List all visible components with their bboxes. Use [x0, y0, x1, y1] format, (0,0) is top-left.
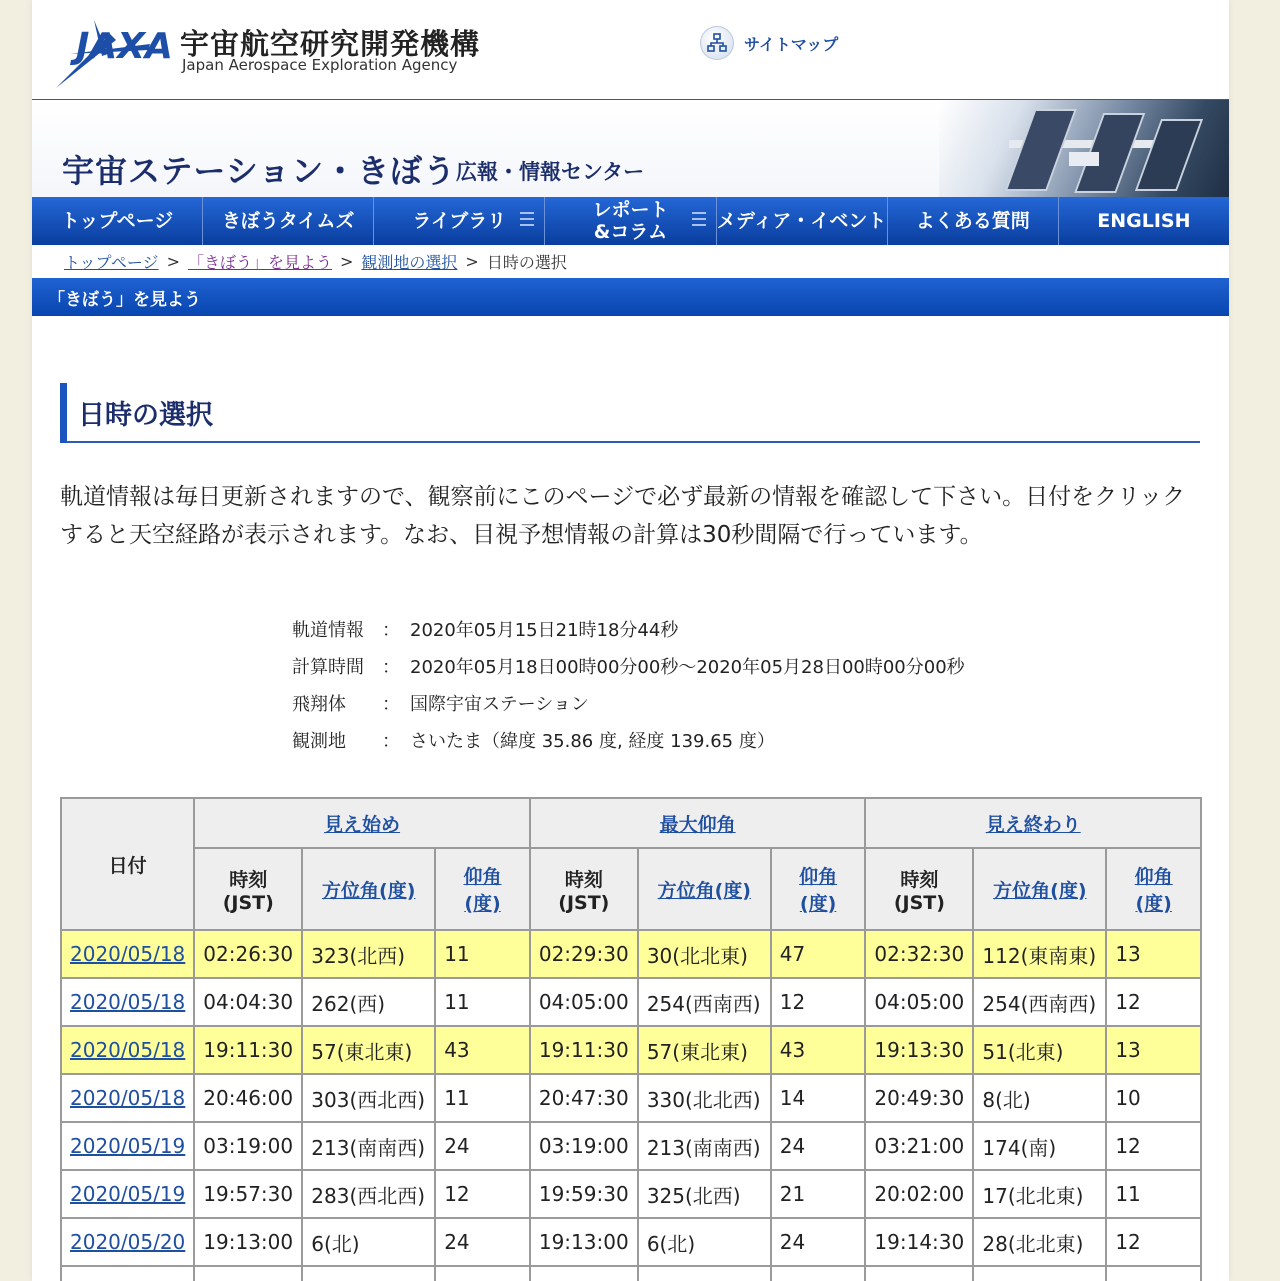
- col-azimuth-header: [638, 848, 771, 930]
- sort-end-link[interactable]: 見え終わり: [985, 813, 1081, 836]
- elev-unit: (度): [464, 893, 501, 915]
- main-nav: [32, 197, 1229, 245]
- info-row: [292, 647, 965, 684]
- col-date-header: 日付: [61, 798, 194, 930]
- partial-cell: [302, 1266, 435, 1281]
- banner: [32, 100, 1229, 197]
- elev-unit: (度): [799, 893, 837, 915]
- elev-unit: (度): [1135, 893, 1172, 915]
- max-time-cell: 03:19:00: [530, 1122, 638, 1170]
- start-elevation-cell: 24: [435, 1218, 530, 1266]
- end-time-cell: 19:14:30: [865, 1218, 973, 1266]
- end-time-cell: 03:21:00: [865, 1122, 973, 1170]
- info-key: 観測地: [292, 730, 346, 752]
- col-time-header: 時刻 (JST): [530, 848, 638, 930]
- end-azimuth-cell: 28(北北東): [973, 1218, 1106, 1266]
- start-azimuth-cell: 57(東北東): [302, 1026, 435, 1074]
- info-value: 2020年05月18日00時00分00秒～2020年05月28日00時00分00秒: [410, 656, 965, 678]
- menu-icon: [520, 212, 534, 230]
- end-time-cell: 04:05:00: [865, 978, 973, 1026]
- partial-cell: [435, 1266, 530, 1281]
- col-elevation-header: [1106, 848, 1201, 930]
- col-time-header: 時刻 (JST): [865, 848, 973, 930]
- col-group-start: [194, 798, 530, 848]
- table-row: [61, 1074, 1201, 1122]
- start-elevation-cell: 24: [435, 1122, 530, 1170]
- partial-cell: [530, 1266, 638, 1281]
- start-azimuth-cell: 323(北西): [302, 930, 435, 978]
- start-elevation-cell: 43: [435, 1026, 530, 1074]
- info-colon: ：: [382, 656, 400, 678]
- breadcrumb: [32, 245, 1229, 278]
- page-heading: [60, 383, 1200, 443]
- nav-report-label: レポート &コラム: [592, 199, 669, 243]
- sort-azimuth-link[interactable]: 方位角(度): [993, 879, 1087, 902]
- table-row: [61, 1026, 1201, 1074]
- nav-english[interactable]: ENGLISH: [1097, 210, 1191, 232]
- col-elevation-header: [435, 848, 530, 930]
- end-azimuth-cell: 112(東南東): [973, 930, 1106, 978]
- start-elevation-cell: 11: [435, 1074, 530, 1122]
- site-header: [32, 0, 1229, 100]
- nav-library[interactable]: [374, 197, 545, 245]
- breadcrumb-separator: >: [166, 252, 180, 271]
- info-row: [292, 684, 965, 721]
- max-elevation-cell: 14: [771, 1074, 866, 1122]
- col-elevation-header: [771, 848, 866, 930]
- nav-library-label: ライブラリ: [412, 210, 507, 232]
- banner-subtitle: 広報・情報センター: [456, 160, 645, 184]
- max-elevation-cell: 47: [771, 930, 866, 978]
- max-elevation-cell: 43: [771, 1026, 866, 1074]
- table-row: [61, 1122, 1201, 1170]
- end-elevation-cell: 13: [1106, 1026, 1201, 1074]
- info-key: 軌道情報: [292, 619, 364, 641]
- breadcrumb-link-kibo[interactable]: 「きぼう」を見よう: [187, 253, 332, 272]
- max-time-cell: 20:47:30: [530, 1074, 638, 1122]
- start-time-cell: 02:26:30: [194, 930, 302, 978]
- max-elevation-cell: 24: [771, 1122, 866, 1170]
- max-time-cell: 04:05:00: [530, 978, 638, 1026]
- date-cell: [61, 1026, 194, 1074]
- sort-elevation-link[interactable]: [464, 866, 502, 915]
- info-colon: ：: [382, 693, 400, 715]
- end-elevation-cell: 11: [1106, 1170, 1201, 1218]
- breadcrumb-current: 日時の選択: [486, 253, 567, 272]
- info-row: [292, 610, 965, 647]
- date-cell: [61, 1218, 194, 1266]
- col-group-end: [865, 798, 1201, 848]
- date-link[interactable]: 2020/05/19: [70, 1134, 186, 1158]
- date-cell: [61, 978, 194, 1026]
- nav-faq[interactable]: よくある質問: [888, 197, 1059, 245]
- max-elevation-cell: 24: [771, 1218, 866, 1266]
- max-azimuth-cell: 330(北北西): [638, 1074, 771, 1122]
- breadcrumb-link-top[interactable]: トップページ: [64, 253, 159, 272]
- start-elevation-cell: 12: [435, 1170, 530, 1218]
- sitemap-link[interactable]: [700, 26, 838, 60]
- max-azimuth-cell: 57(東北東): [638, 1026, 771, 1074]
- start-time-cell: 03:19:00: [194, 1122, 302, 1170]
- start-time-cell: 19:11:30: [194, 1026, 302, 1074]
- space-station-image: [939, 100, 1229, 197]
- page: [32, 0, 1229, 1281]
- partial-cell: [194, 1266, 302, 1281]
- date-link[interactable]: 2020/05/18: [70, 942, 186, 966]
- end-time-cell: 19:13:30: [865, 1026, 973, 1074]
- elev-label: 仰角: [799, 866, 838, 888]
- jaxa-logo[interactable]: [50, 14, 190, 90]
- table-row: [61, 1218, 1201, 1266]
- sort-elevation-link[interactable]: [799, 866, 837, 915]
- sitemap-icon: [700, 26, 734, 60]
- sort-max-link[interactable]: 最大仰角: [659, 813, 736, 836]
- max-time-cell: 02:29:30: [530, 930, 638, 978]
- info-value: さいたま（緯度 35.86 度, 経度 139.65 度）: [410, 730, 775, 752]
- sort-azimuth-link[interactable]: 方位角(度): [657, 879, 751, 902]
- start-time-cell: 19:13:00: [194, 1218, 302, 1266]
- start-elevation-cell: 11: [435, 978, 530, 1026]
- sitemap-label: サイトマップ: [744, 34, 839, 54]
- elev-label: 仰角: [1134, 866, 1173, 888]
- org-name-jp: 宇宙航空研究開発機構: [180, 27, 481, 61]
- partial-cell: [973, 1266, 1106, 1281]
- max-azimuth-cell: 30(北北東): [638, 930, 771, 978]
- date-cell: [61, 1122, 194, 1170]
- max-elevation-cell: 12: [771, 978, 866, 1026]
- info-key: 計算時間: [292, 656, 364, 678]
- heading-accent: [60, 383, 67, 443]
- end-azimuth-cell: 8(北): [973, 1074, 1106, 1122]
- nav-media-event[interactable]: メディア・イベント: [717, 197, 888, 245]
- end-azimuth-cell: 51(北東): [973, 1026, 1106, 1074]
- start-azimuth-cell: 6(北): [302, 1218, 435, 1266]
- end-time-cell: 20:02:00: [865, 1170, 973, 1218]
- table-row-partial: [61, 1266, 1201, 1281]
- date-link[interactable]: 2020/05/18: [70, 990, 186, 1014]
- breadcrumb-separator: >: [465, 252, 479, 271]
- end-elevation-cell: 12: [1106, 978, 1201, 1026]
- col-time-header: 時刻 (JST): [194, 848, 302, 930]
- start-time-cell: 20:46:00: [194, 1074, 302, 1122]
- partial-cell: [638, 1266, 771, 1281]
- max-time-cell: 19:13:00: [530, 1218, 638, 1266]
- end-elevation-cell: 12: [1106, 1218, 1201, 1266]
- date-link[interactable]: 2020/05/19: [70, 1182, 186, 1206]
- end-azimuth-cell: 17(北北東): [973, 1170, 1106, 1218]
- date-link[interactable]: 2020/05/18: [70, 1038, 186, 1062]
- menu-icon: [692, 212, 706, 230]
- orbit-info: [292, 610, 965, 758]
- table-row: [61, 978, 1201, 1026]
- max-elevation-cell: 21: [771, 1170, 866, 1218]
- info-colon: ：: [382, 619, 400, 641]
- section-bar: 「きぼう」を見よう: [32, 278, 1229, 316]
- breadcrumb-link-location[interactable]: 観測地の選択: [361, 253, 458, 272]
- partial-cell: [1106, 1266, 1201, 1281]
- start-elevation-cell: 11: [435, 930, 530, 978]
- end-azimuth-cell: 174(南): [973, 1122, 1106, 1170]
- max-azimuth-cell: 325(北西): [638, 1170, 771, 1218]
- info-value: 2020年05月15日21時18分44秒: [410, 619, 679, 641]
- sort-elevation-link[interactable]: [1135, 866, 1173, 915]
- max-time-cell: 19:11:30: [530, 1026, 638, 1074]
- max-azimuth-cell: 213(南南西): [638, 1122, 771, 1170]
- pass-table: [60, 797, 1202, 1281]
- start-azimuth-cell: 303(西北西): [302, 1074, 435, 1122]
- max-azimuth-cell: 254(西南西): [638, 978, 771, 1026]
- date-cell: [61, 1170, 194, 1218]
- org-name-en: Japan Aerospace Exploration Agency: [182, 56, 458, 74]
- sort-azimuth-link[interactable]: 方位角(度): [322, 879, 416, 902]
- breadcrumb-separator: >: [339, 252, 354, 271]
- col-azimuth-header: [302, 848, 435, 930]
- nav-kibo-times[interactable]: きぼうタイムズ: [203, 197, 374, 245]
- max-azimuth-cell: 6(北): [638, 1218, 771, 1266]
- date-link[interactable]: 2020/05/18: [70, 1086, 186, 1110]
- info-colon: ：: [382, 730, 400, 752]
- end-time-cell: 02:32:30: [865, 930, 973, 978]
- end-azimuth-cell: 254(西南西): [973, 978, 1106, 1026]
- end-elevation-cell: 10: [1106, 1074, 1201, 1122]
- end-time-cell: 20:49:30: [865, 1074, 973, 1122]
- info-key: 飛翔体: [292, 693, 346, 715]
- nav-top-page[interactable]: トップページ: [32, 197, 203, 245]
- intro-text: 軌道情報は毎日更新されますので、観察前にこのページで必ず最新の情報を確認して下さい。日付をクリックすると天空経路が表示されます。なお、目視予想情報の計算は30秒間隔で行っています。: [60, 484, 1186, 548]
- date-cell: [61, 1074, 194, 1122]
- start-time-cell: 19:57:30: [194, 1170, 302, 1218]
- nav-report-column[interactable]: [545, 197, 716, 245]
- svg-text:JAXA: JAXA: [76, 26, 173, 67]
- end-elevation-cell: 12: [1106, 1122, 1201, 1170]
- pass-rows: [61, 930, 1201, 1281]
- end-elevation-cell: 13: [1106, 930, 1201, 978]
- start-time-cell: 04:04:30: [194, 978, 302, 1026]
- start-azimuth-cell: 213(南南西): [302, 1122, 435, 1170]
- sort-start-link[interactable]: 見え始め: [324, 813, 401, 836]
- elev-label: 仰角: [463, 866, 502, 888]
- col-group-max: [530, 798, 866, 848]
- partial-cell: [61, 1266, 194, 1281]
- table-row: [61, 930, 1201, 978]
- date-link[interactable]: 2020/05/20: [70, 1230, 186, 1254]
- info-row: [292, 721, 965, 758]
- start-azimuth-cell: 262(西): [302, 978, 435, 1026]
- col-azimuth-header: [973, 848, 1106, 930]
- partial-cell: [865, 1266, 973, 1281]
- info-value: 国際宇宙ステーション: [410, 693, 589, 715]
- page-title: 日時の選択: [78, 400, 213, 431]
- partial-cell: [771, 1266, 866, 1281]
- start-azimuth-cell: 283(西北西): [302, 1170, 435, 1218]
- max-time-cell: 19:59:30: [530, 1170, 638, 1218]
- date-cell: [61, 930, 194, 978]
- banner-title[interactable]: 宇宙ステーション・きぼう: [62, 152, 457, 190]
- table-row: [61, 1170, 1201, 1218]
